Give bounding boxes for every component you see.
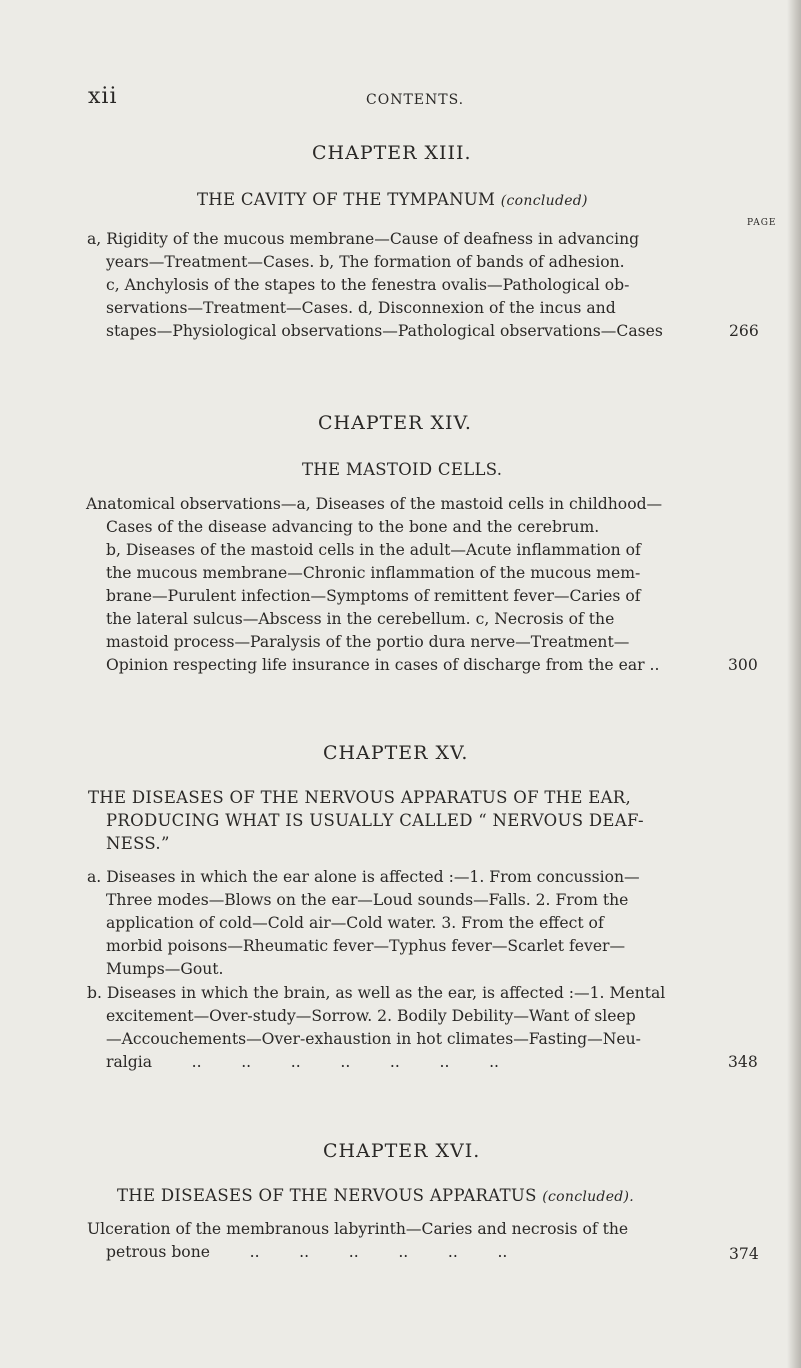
- chapter-13-title: CHAPTER XIII.: [312, 142, 472, 164]
- toc-page-number: 300: [728, 656, 758, 674]
- toc-line: b, Diseases of the mastoid cells in the adult—Acute inflammation of: [106, 541, 641, 559]
- chapter-15-title: CHAPTER XV.: [323, 742, 469, 764]
- toc-line: servations—Treatment—Cases. d, Disconnexion of the incus and: [106, 299, 616, 317]
- toc-line: stapes—Physiological observations—Pathological observations—Cases: [106, 322, 663, 340]
- toc-page-number: 266: [729, 322, 759, 340]
- toc-line: the lateral sulcus—Abscess in the cerebellum. c, Necrosis of the: [106, 610, 615, 628]
- page-number: xii: [88, 84, 118, 109]
- chapter-16-title: CHAPTER XVI.: [323, 1140, 481, 1162]
- toc-line: application of cold—Cold air—Cold water. 3. From the effect of: [106, 914, 604, 932]
- toc-line: a. Diseases in which the ear alone is affected :—1. From concussion—: [87, 868, 640, 886]
- toc-page-number: 348: [728, 1053, 758, 1071]
- chapter-16-subtitle-note: (concluded).: [542, 1189, 635, 1205]
- toc-line: mastoid process—Paralysis of the portio dura nerve—Treatment—: [106, 633, 630, 651]
- chapter-15-subtitle: PRODUCING WHAT IS USUALLY CALLED “ NERVOUS DEAF-: [106, 811, 644, 830]
- toc-line: Three modes—Blows on the ear—Loud sounds—Falls. 2. From the: [106, 891, 629, 909]
- toc-page-number: 374: [729, 1245, 759, 1263]
- toc-line: ralgia .. .. .. .. .. .. ..: [106, 1053, 499, 1071]
- chapter-15-subtitle: THE DISEASES OF THE NERVOUS APPARATUS OF THE EAR,: [88, 788, 632, 807]
- chapter-14-title: CHAPTER XIV.: [318, 412, 472, 434]
- toc-line: the mucous membrane—Chronic inflammation of the mucous mem-: [106, 564, 641, 582]
- toc-line: a, Rigidity of the mucous membrane—Cause of deafness in advancing: [87, 230, 640, 248]
- page-column-label: PAGE: [747, 218, 777, 228]
- toc-line: Opinion respecting life insurance in cases of discharge from the ear ..: [106, 656, 660, 674]
- toc-line: Cases of the disease advancing to the bone and the cerebrum.: [106, 518, 600, 536]
- toc-line: Ulceration of the membranous labyrinth—Caries and necrosis of the: [87, 1220, 629, 1238]
- toc-line: morbid poisons—Rheumatic fever—Typhus fever—Scarlet fever—: [106, 937, 626, 955]
- chapter-13-subtitle: THE CAVITY OF THE TYMPANUM (concluded): [197, 190, 588, 209]
- running-title: CONTENTS.: [366, 92, 465, 108]
- chapter-15-subtitle: NESS.”: [106, 834, 170, 853]
- chapter-14-subtitle: THE MASTOID CELLS.: [302, 460, 503, 479]
- toc-line: Anatomical observations—a, Diseases of the mastoid cells in childhood—: [86, 495, 663, 513]
- page-edge-shadow: [787, 0, 801, 1368]
- chapter-16-subtitle: THE DISEASES OF THE NERVOUS APPARATUS (concluded).: [117, 1186, 635, 1205]
- toc-line: petrous bone .. .. .. .. .. ..: [106, 1243, 508, 1261]
- toc-line: —Accouchements—Over-exhaustion in hot climates—Fasting—Neu-: [106, 1030, 641, 1048]
- toc-line: brane—Purulent infection—Symptoms of remittent fever—Caries of: [106, 587, 641, 605]
- toc-line: c, Anchylosis of the stapes to the fenestra ovalis—Pathological ob-: [106, 276, 630, 294]
- toc-line: Mumps—Gout.: [106, 960, 224, 978]
- toc-line: years—Treatment—Cases. b, The formation of bands of adhesion.: [106, 253, 625, 271]
- toc-line: b. Diseases in which the brain, as well as the ear, is affected :—1. Mental: [87, 984, 666, 1002]
- chapter-13-subtitle-note: (concluded): [500, 193, 588, 209]
- toc-line: excitement—Over-study—Sorrow. 2. Bodily Debility—Want of sleep: [106, 1007, 636, 1025]
